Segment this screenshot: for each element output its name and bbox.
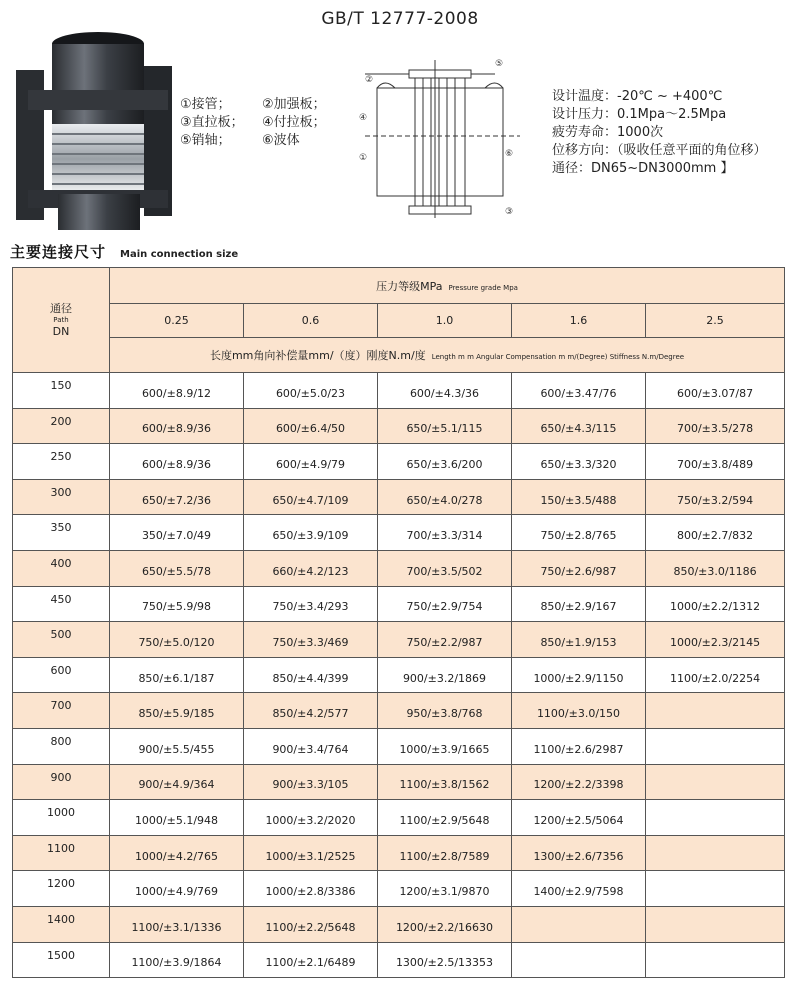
design-specs xyxy=(552,88,767,178)
legend-item: ①接管； xyxy=(180,97,231,112)
table-row xyxy=(13,550,785,586)
spec-cell: 650/±5.1/115 xyxy=(378,408,512,444)
table-row xyxy=(13,657,785,693)
spec-cell: 1100/±2.6/2987 xyxy=(512,728,646,764)
spec-cell: 700/±3.5/278 xyxy=(646,408,785,444)
table-row xyxy=(13,515,785,551)
spec-cell: 650/±7.2/36 xyxy=(110,479,244,515)
spec-cell xyxy=(646,835,785,871)
spec-cell xyxy=(646,906,785,942)
pressure-header: 压力等级MPa Pressure grade Mpa xyxy=(110,268,785,304)
spec-cell: 850/±1.9/153 xyxy=(512,622,646,658)
dn-cell: 1500 xyxy=(13,942,110,978)
spec-cell: 1100/±2.9/5648 xyxy=(378,800,512,836)
spec-cell: 1000/±4.2/765 xyxy=(110,835,244,871)
dn-cell: 1100 xyxy=(13,835,110,871)
spec-cell: 650/±3.3/320 xyxy=(512,444,646,480)
component-legend xyxy=(180,96,344,150)
spec-cell: 850/±6.1/187 xyxy=(110,657,244,693)
dn-cell: 600 xyxy=(13,657,110,693)
spec-cell: 950/±3.8/768 xyxy=(378,693,512,729)
dn-cell: 1200 xyxy=(13,871,110,907)
spec-cell: 800/±2.7/832 xyxy=(646,515,785,551)
spec-cell: 700/±3.5/502 xyxy=(378,550,512,586)
spec-cell: 1000/±2.9/1150 xyxy=(512,657,646,693)
spec-cell: 750/±2.8/765 xyxy=(512,515,646,551)
spec-line: 位移方向：（吸收任意平面的角位移） xyxy=(552,143,767,158)
spec-cell xyxy=(646,693,785,729)
spec-cell: 660/±4.2/123 xyxy=(244,550,378,586)
spec-cell: 1000/±3.1/2525 xyxy=(244,835,378,871)
section-title: 主要连接尺寸 Main connection size xyxy=(10,243,239,261)
connection-size-table xyxy=(12,267,785,978)
dn-cell: 150 xyxy=(13,373,110,409)
spec-cell: 1100/±3.9/1864 xyxy=(110,942,244,978)
spec-cell: 600/±8.9/12 xyxy=(110,373,244,409)
dn-cell: 200 xyxy=(13,408,110,444)
spec-cell: 1200/±2.2/16630 xyxy=(378,906,512,942)
spec-cell: 1100/±3.8/1562 xyxy=(378,764,512,800)
pressure-grade-cell: 0.6 xyxy=(244,304,378,338)
structure-diagram xyxy=(345,48,535,218)
spec-cell: 650/±4.0/278 xyxy=(378,479,512,515)
diagram-label: ② xyxy=(365,75,374,85)
dn-header: 通径 Path DN xyxy=(13,268,110,373)
legend-item: ②加强板； xyxy=(262,97,326,112)
spec-cell: 850/±4.2/577 xyxy=(244,693,378,729)
diagram-label: ① xyxy=(359,153,368,163)
spec-cell: 150/±3.5/488 xyxy=(512,479,646,515)
spec-cell: 1400/±2.9/7598 xyxy=(512,871,646,907)
spec-cell: 750/±3.3/469 xyxy=(244,622,378,658)
spec-cell: 650/±3.6/200 xyxy=(378,444,512,480)
dn-cell: 900 xyxy=(13,764,110,800)
spec-cell: 900/±3.2/1869 xyxy=(378,657,512,693)
spec-cell: 1000/±5.1/948 xyxy=(110,800,244,836)
spec-cell: 1200/±3.1/9870 xyxy=(378,871,512,907)
table-row xyxy=(13,835,785,871)
spec-cell: 750/±5.9/98 xyxy=(110,586,244,622)
diagram-label: ⑤ xyxy=(495,59,504,69)
dn-cell: 700 xyxy=(13,693,110,729)
table-row xyxy=(13,693,785,729)
spec-cell: 600/±8.9/36 xyxy=(110,444,244,480)
table-row xyxy=(13,373,785,409)
spec-cell: 650/±4.3/115 xyxy=(512,408,646,444)
legend-item: ④付拉板； xyxy=(262,115,326,130)
dn-cell: 450 xyxy=(13,586,110,622)
spec-cell: 1100/±3.1/1336 xyxy=(110,906,244,942)
table-row xyxy=(13,906,785,942)
spec-cell: 700/±3.8/489 xyxy=(646,444,785,480)
spec-cell: 1000/±2.2/1312 xyxy=(646,586,785,622)
spec-cell: 750/±2.9/754 xyxy=(378,586,512,622)
spec-cell: 650/±3.9/109 xyxy=(244,515,378,551)
spec-line: 通径：DN65~DN3000mm 】 xyxy=(552,161,734,176)
spec-cell: 750/±3.2/594 xyxy=(646,479,785,515)
legend-item: ③直拉板； xyxy=(180,115,244,130)
spec-cell: 1300/±2.5/13353 xyxy=(378,942,512,978)
diagram-label: ④ xyxy=(359,113,368,123)
spec-cell: 1000/±2.3/2145 xyxy=(646,622,785,658)
spec-cell: 650/±5.5/78 xyxy=(110,550,244,586)
spec-cell xyxy=(512,906,646,942)
spec-cell: 750/±2.6/987 xyxy=(512,550,646,586)
spec-cell: 1200/±2.5/5064 xyxy=(512,800,646,836)
spec-cell: 1100/±2.0/2254 xyxy=(646,657,785,693)
spec-cell xyxy=(646,942,785,978)
spec-cell: 900/±4.9/364 xyxy=(110,764,244,800)
spec-cell: 1100/±2.8/7589 xyxy=(378,835,512,871)
spec-cell: 900/±5.5/455 xyxy=(110,728,244,764)
spec-cell xyxy=(646,764,785,800)
spec-cell xyxy=(646,800,785,836)
spec-cell xyxy=(646,728,785,764)
table-row xyxy=(13,728,785,764)
diagram-label: ⑥ xyxy=(505,149,514,159)
pressure-grade-cell: 0.25 xyxy=(110,304,244,338)
dn-cell: 500 xyxy=(13,622,110,658)
table-row xyxy=(13,586,785,622)
dn-cell: 300 xyxy=(13,479,110,515)
spec-cell: 1100/±2.1/6489 xyxy=(244,942,378,978)
spec-line: 设计压力：0.1Mpa～2.5Mpa xyxy=(552,107,727,122)
pressure-grade-cell: 2.5 xyxy=(646,304,785,338)
spec-cell: 850/±5.9/185 xyxy=(110,693,244,729)
spec-cell: 900/±3.4/764 xyxy=(244,728,378,764)
spec-cell: 850/±3.0/1186 xyxy=(646,550,785,586)
table-row xyxy=(13,622,785,658)
spec-cell: 700/±3.3/314 xyxy=(378,515,512,551)
table-row xyxy=(13,800,785,836)
spec-cell: 750/±5.0/120 xyxy=(110,622,244,658)
dn-cell: 350 xyxy=(13,515,110,551)
spec-cell: 600/±8.9/36 xyxy=(110,408,244,444)
dn-cell: 1400 xyxy=(13,906,110,942)
spec-cell: 1000/±4.9/769 xyxy=(110,871,244,907)
spec-cell: 900/±3.3/105 xyxy=(244,764,378,800)
spec-line: 疲劳寿命：1000次 xyxy=(552,125,664,140)
table-row xyxy=(13,479,785,515)
spec-cell: 350/±7.0/49 xyxy=(110,515,244,551)
spec-cell: 850/±2.9/167 xyxy=(512,586,646,622)
pressure-grade-cell: 1.6 xyxy=(512,304,646,338)
dn-cell: 1000 xyxy=(13,800,110,836)
table-row xyxy=(13,764,785,800)
spec-cell: 600/±3.07/87 xyxy=(646,373,785,409)
diagram-label: ③ xyxy=(505,207,514,217)
spec-header: 长度mm角向补偿量mm/（度）刚度N.m/度 Length m m Angular Compensation m m/(Degree) Stiffness N.m/Degree xyxy=(110,338,785,373)
legend-item: ⑤销轴； xyxy=(180,133,231,148)
standard-title: GB/T 12777-2008 xyxy=(321,9,479,29)
table-row xyxy=(13,942,785,978)
spec-cell: 850/±4.4/399 xyxy=(244,657,378,693)
spec-cell: 1200/±2.2/3398 xyxy=(512,764,646,800)
pressure-grade-cell: 1.0 xyxy=(378,304,512,338)
spec-cell: 600/±4.3/36 xyxy=(378,373,512,409)
table-row xyxy=(13,871,785,907)
spec-cell: 750/±2.2/987 xyxy=(378,622,512,658)
spec-cell: 600/±6.4/50 xyxy=(244,408,378,444)
spec-cell: 1000/±3.2/2020 xyxy=(244,800,378,836)
expansion-joint-photo xyxy=(8,30,180,230)
spec-line: 设计温度：-20℃ ~ +400℃ xyxy=(552,89,723,104)
legend-item: ⑥波体 xyxy=(262,133,300,148)
spec-cell: 1000/±2.8/3386 xyxy=(244,871,378,907)
spec-cell: 600/±3.47/76 xyxy=(512,373,646,409)
table-row xyxy=(13,408,785,444)
dn-cell: 400 xyxy=(13,550,110,586)
spec-cell: 650/±4.7/109 xyxy=(244,479,378,515)
spec-cell: 600/±4.9/79 xyxy=(244,444,378,480)
table-row xyxy=(13,444,785,480)
spec-cell: 1100/±3.0/150 xyxy=(512,693,646,729)
spec-cell: 1000/±3.9/1665 xyxy=(378,728,512,764)
dn-cell: 250 xyxy=(13,444,110,480)
spec-cell xyxy=(512,942,646,978)
spec-cell xyxy=(646,871,785,907)
spec-cell: 1300/±2.6/7356 xyxy=(512,835,646,871)
spec-cell: 1100/±2.2/5648 xyxy=(244,906,378,942)
dn-cell: 800 xyxy=(13,728,110,764)
spec-cell: 750/±3.4/293 xyxy=(244,586,378,622)
spec-cell: 600/±5.0/23 xyxy=(244,373,378,409)
